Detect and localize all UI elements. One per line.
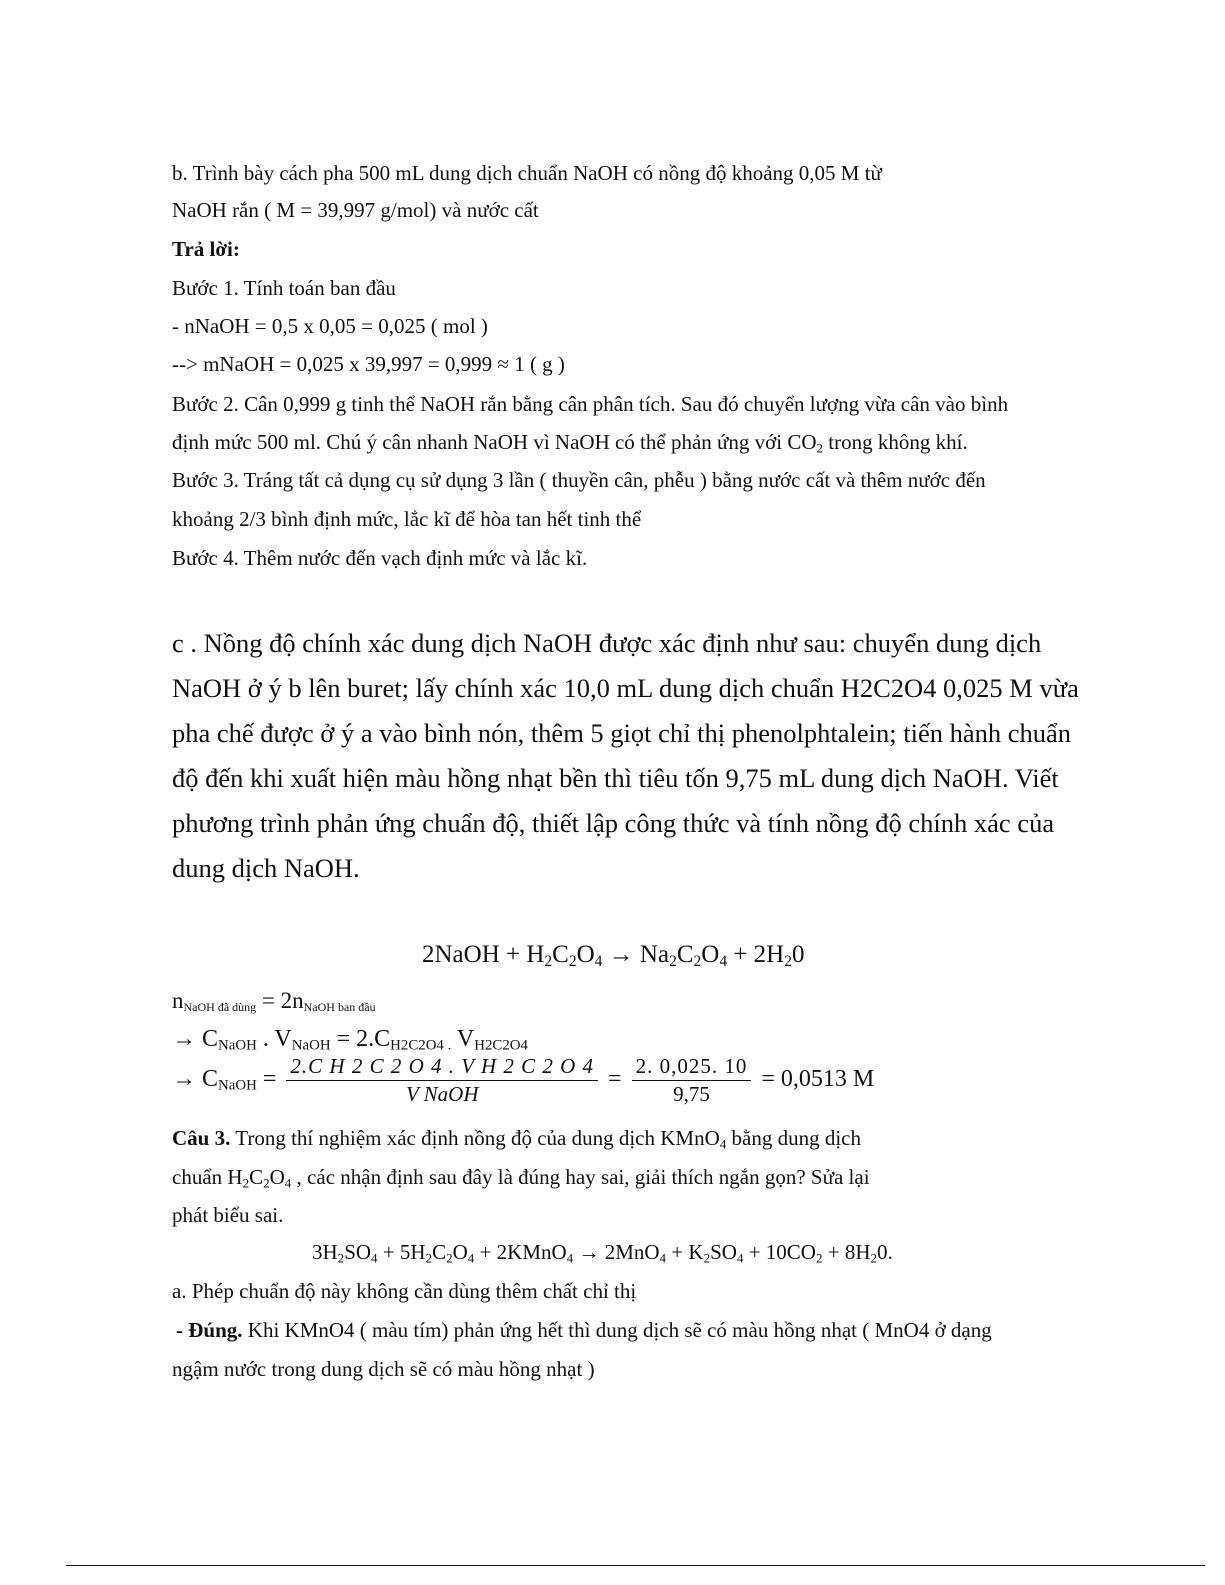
formula-fraction [286, 1054, 598, 1107]
statement-a-answer-line-1: - Đúng. Khi KMnO4 ( màu tím) phản ứng hết thì dung dịch sẽ có màu hồng nhạt ( MnO4 ở dạng [176, 1318, 992, 1342]
step-2-line-1: Bước 2. Cân 0,999 g tinh thể NaOH rắn bằng cân phân tích. Sau đó chuyển lượng vừa cân vào bình [172, 392, 1009, 416]
question-c-line-2: NaOH ở ý b lên buret; lấy chính xác 10,0 mL dung dịch chuẩn H2C2O4 0,025 M vừa [172, 673, 1079, 703]
question-b-line-2: NaOH rắn ( M = 39,997 g/mol) và nước cất [172, 198, 539, 222]
statement-a: a. Phép chuẩn độ này không cần dùng thêm chất chỉ thị [172, 1279, 637, 1303]
concentration-relation: → $C_{NaOH}$ . $V_{NaOH} = 2.C_{H2C2O4 .}$ $V_{H2C2O4}$ [172, 1026, 528, 1054]
mole-equation: $n_{NaOH đã dùng} = 2n_{NaOH ban đầu}$ [172, 988, 376, 1014]
calc-m-naoh: --> mNaOH = 0,025 x 39,997 = 0,999 ≈ 1 ( g ) [172, 352, 565, 376]
question-3-line-1: Câu 3. Trong thí nghiệm xác định nồng độ của dung dịch KMnO$_4$ bằng dung dịch [172, 1126, 861, 1152]
titration-reaction: 2NaOH + $H_2C_2O_4 \to Na_2C_2O_4 + 2H_20$ [422, 941, 805, 970]
calc-n-naoh: - nNaOH = 0,5 x 0,05 = 0,025 ( mol ) [172, 314, 488, 338]
value-fraction [632, 1054, 752, 1107]
step-3-line-1: Bước 3. Tráng tất cả dụng cụ sử dụng 3 lần ( thuyền cân, phễu ) bằng nước cất và thêm nước đến [172, 468, 986, 492]
question-3-line-3: phát biểu sai. [172, 1203, 284, 1227]
permanganate-reaction: $3H_2SO_4 + 5H_2C_2O_4$ + 2KMnO$_4$ → $2MnO_4 + K_2SO_4 + 10CO_2 + 8H_20$. [312, 1240, 893, 1266]
question-c-line-6: dung dịch NaOH. [172, 853, 360, 883]
statement-a-answer-line-2: ngậm nước trong dung dịch sẽ có màu hồng nhạt ) [172, 1357, 595, 1381]
answer-label: Trả lời: [172, 237, 240, 261]
value-denominator: 9,75 [673, 1082, 710, 1106]
step-2-line-2: định mức 500 ml. Chú ý cân nhanh NaOH vì NaOH có thể phản ứng với $CO_2$ trong không khí. [172, 430, 968, 456]
question-c-line-5: phương trình phản ứng chuẩn độ, thiết lập công thức và tính nồng độ chính xác của [172, 808, 1055, 838]
step-1: Bước 1. Tính toán ban đầu [172, 276, 396, 300]
step-3-line-2: khoảng 2/3 bình định mức, lắc kĩ để hòa tan hết tinh thể [172, 507, 642, 531]
concentration-result-equation: → $C_{NaOH}$ = $\frac{\text{2.C H 2 C 2 O 4 . V H 2 C 2 O 4}}{\text{V NaOH}}$ = $\frac{2. 0,025. 10}{9,75}$ = 0,0513 M [172, 1054, 875, 1106]
question-3-line-2: chuẩn $H_2C_2O_4$ , các nhận định sau đây là đúng hay sai, giải thích ngắn gọn? Sửa lại [172, 1165, 870, 1191]
formula-denominator: V NaOH [405, 1082, 479, 1106]
page-bottom-rule [66, 1565, 1205, 1566]
question-b-line-1: b. Trình bày cách pha 500 mL dung dịch chuẩn NaOH có nồng độ khoảng 0,05 M từ [172, 161, 882, 185]
formula-numerator: 2.C H 2 C 2 O 4 . V H 2 C 2 O 4 [286, 1054, 598, 1081]
question-3-label: Câu 3. [172, 1126, 231, 1150]
question-c-line-1: c . Nồng độ chính xác dung dịch NaOH được xác định như sau: chuyển dung dịch [172, 628, 1042, 658]
verdict-correct: - Đúng. [176, 1318, 243, 1342]
question-c-line-4: độ đến khi xuất hiện màu hồng nhạt bền thì tiêu tốn 9,75 mL dung dịch NaOH. Viết [172, 763, 1059, 793]
question-c-line-3: pha chế được ở ý a vào bình nón, thêm 5 giọt chỉ thị phenolphtalein; tiến hành chuẩn [172, 718, 1072, 748]
value-numerator: 2. 0,025. 10 [632, 1054, 752, 1081]
step-4: Bước 4. Thêm nước đến vạch định mức và lắc kĩ. [172, 546, 588, 570]
